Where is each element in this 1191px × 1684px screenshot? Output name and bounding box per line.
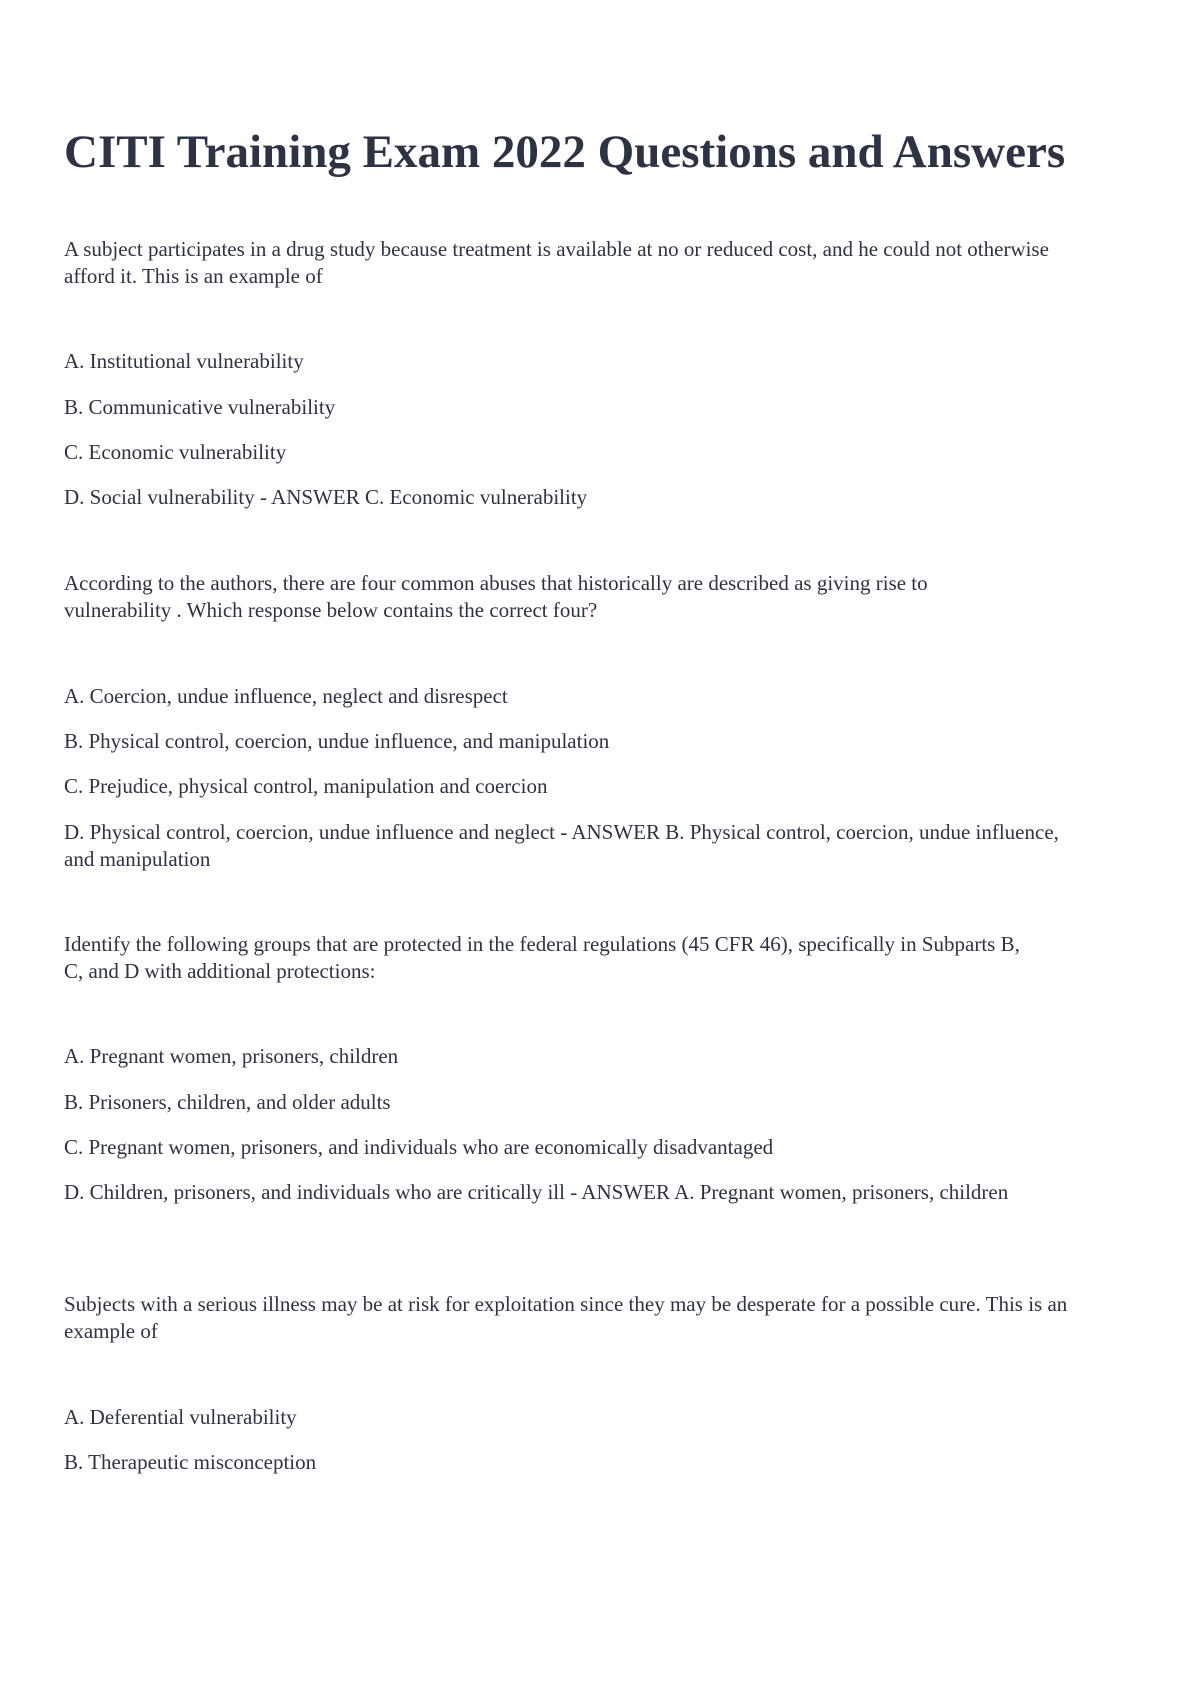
question-3-option-c: C. Pregnant women, prisoners, and individuals who are economically disadvantaged — [64, 1135, 774, 1159]
question-3-option-d: D. Children, prisoners, and individuals who are critically ill - ANSWER A. Pregnant women, prisoners, children — [64, 1180, 1009, 1204]
question-4-prompt: Subjects with a serious illness may be at risk for exploitation since they may be desperate for a possible cure. This is an example of — [64, 1292, 1068, 1343]
question-1-option-a: A. Institutional vulnerability — [64, 349, 304, 373]
question-2-option-a: A. Coercion, undue influence, neglect and disrespect — [64, 684, 508, 708]
question-4-option-a: A. Deferential vulnerability — [64, 1405, 297, 1429]
question-4-option-b: B. Therapeutic misconception — [64, 1450, 317, 1474]
question-1-prompt: A subject participates in a drug study because treatment is available at no or reduced cost, and he could not otherwise afford it. This is an example of — [64, 237, 1049, 288]
question-1-option-b: B. Communicative vulnerability — [64, 395, 336, 419]
question-3-option-b: B. Prisoners, children, and older adults — [64, 1090, 391, 1114]
question-1-option-c: C. Economic vulnerability — [64, 440, 287, 464]
question-1-option-d: D. Social vulnerability - ANSWER C. Economic vulnerability — [64, 485, 588, 509]
document-title: CITI Training Exam 2022 Questions and Answers — [64, 126, 1066, 178]
question-3-option-a: A. Pregnant women, prisoners, children — [64, 1044, 399, 1068]
question-2-option-b: B. Physical control, coercion, undue influence, and manipulation — [64, 729, 610, 753]
question-2-option-d: D. Physical control, coercion, undue influence and neglect - ANSWER B. Physical control, coercion, undue influence, and manipulation — [64, 820, 1059, 871]
question-2-option-c: C. Prejudice, physical control, manipulation and coercion — [64, 774, 548, 798]
question-2-prompt: According to the authors, there are four common abuses that historically are described as giving rise to vulnerability . Which response below contains the correct four? — [64, 571, 928, 622]
question-3-prompt: Identify the following groups that are protected in the federal regulations (45 CFR 46), specifically in Subparts B, C, and D with additional protections: — [64, 932, 1020, 983]
